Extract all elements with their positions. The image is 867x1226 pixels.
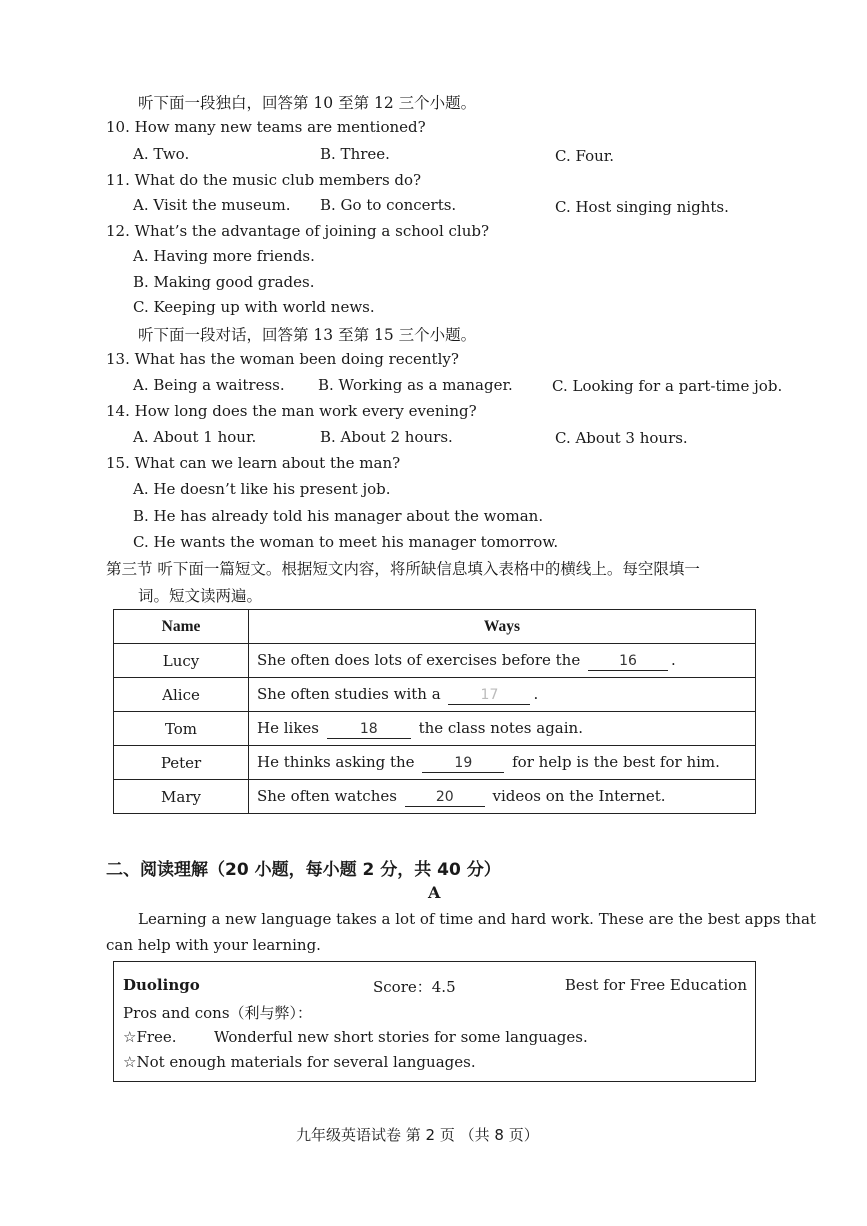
q11-option-b: B. Go to concerts.: [320, 196, 457, 214]
question-number: 11.: [106, 171, 130, 189]
question-number: 10.: [106, 118, 130, 136]
question-text: How many new teams are mentioned?: [134, 118, 426, 136]
ways-text-after: the class notes again.: [418, 718, 583, 737]
q15-option-a: A. He doesn’t like his present job.: [133, 480, 391, 498]
table-row: [114, 780, 756, 814]
name-column-header: Name: [114, 610, 249, 644]
pro-stories: Wonderful new short stories for some languages.: [214, 1028, 588, 1046]
ways-table: [113, 609, 756, 814]
q10-option-b: B. Three.: [320, 145, 390, 163]
question-11: [106, 171, 421, 189]
pros-cons-label: Pros and cons（利与弊）：: [123, 1004, 313, 1022]
row-name: Lucy: [114, 644, 249, 678]
ways-column-header: Ways: [249, 610, 756, 644]
ways-text-after: .: [533, 684, 539, 703]
q13-option-a: A. Being a waitress.: [133, 376, 285, 394]
q14-option-a: A. About 1 hour.: [133, 428, 257, 446]
q12-option-a: A. Having more friends.: [133, 247, 315, 265]
q15-option-c: C. He wants the woman to meet his manager tomorrow.: [133, 533, 559, 551]
q10-option-a: A. Two.: [133, 145, 190, 163]
ways-text-before: He thinks asking the: [257, 752, 415, 771]
passage-intro-line2: can help with your learning.: [106, 936, 321, 954]
question-text: How long does the man work every evening?: [134, 402, 477, 420]
q13-option-c: C. Looking for a part-time job.: [552, 377, 783, 395]
row-ways: [249, 712, 756, 746]
app-best-for: Best for Free Education: [564, 976, 747, 994]
dialogue-instruction: 听下面一段对话，回答第 13 至第 15 三个小题。: [138, 326, 477, 344]
question-number: 15.: [106, 454, 130, 472]
q11-option-a: A. Visit the museum.: [133, 196, 291, 214]
ways-text-before: She often watches: [257, 786, 397, 805]
question-12: [106, 222, 489, 240]
answer-blank-17[interactable]: 17: [448, 686, 530, 705]
row-ways: [249, 678, 756, 712]
row-name: Mary: [114, 780, 249, 814]
q14-option-c: C. About 3 hours.: [555, 429, 688, 447]
answer-blank-19[interactable]: 19: [422, 754, 504, 773]
q15-option-b: B. He has already told his manager about the woman.: [133, 507, 544, 525]
section3-instruction-line2: 词。短文读两遍。: [138, 587, 263, 605]
ways-text-after: for help is the best for him.: [512, 752, 720, 771]
q12-option-b: B. Making good grades.: [133, 273, 315, 291]
question-13: [106, 350, 459, 368]
question-10: [106, 118, 426, 136]
page-footer: 九年级英语试卷 第 2 页 （共 8 页）: [296, 1126, 539, 1144]
question-text: What has the woman been doing recently?: [134, 350, 459, 368]
app-name: Duolingo: [123, 976, 200, 994]
q14-option-b: B. About 2 hours.: [320, 428, 453, 446]
question-text: What do the music club members do?: [134, 171, 422, 189]
question-number: 12.: [106, 222, 130, 240]
q10-option-c: C. Four.: [555, 147, 615, 165]
table-row: [114, 678, 756, 712]
table-row: [114, 644, 756, 678]
app-score: Score：4.5: [373, 978, 456, 996]
section3-instruction-line1: 第三节 听下面一篇短文。根据短文内容，将所缺信息填入表格中的横线上。每空限填一: [106, 560, 700, 578]
ways-text-after: .: [671, 650, 676, 669]
con-materials: ☆Not enough materials for several languages.: [123, 1053, 476, 1071]
question-number: 14.: [106, 402, 130, 420]
row-name: Tom: [114, 712, 249, 746]
table-header-row: [114, 610, 756, 644]
monologue-instruction: 听下面一段独白，回答第 10 至第 12 三个小题。: [138, 94, 477, 112]
q12-option-c: C. Keeping up with world news.: [133, 298, 375, 316]
row-ways: [249, 644, 756, 678]
table-row: [114, 712, 756, 746]
passage-letter: A: [428, 883, 441, 902]
answer-blank-18[interactable]: 18: [327, 720, 411, 739]
question-15: [106, 454, 400, 472]
app-info-box: [113, 961, 756, 1082]
question-number: 13.: [106, 350, 130, 368]
row-name: Peter: [114, 746, 249, 780]
question-14: [106, 402, 477, 420]
ways-text-before: She often does lots of exercises before the: [257, 650, 581, 669]
question-text: What’s the advantage of joining a school club?: [134, 222, 490, 240]
q11-option-c: C. Host singing nights.: [555, 198, 729, 216]
row-ways: [249, 780, 756, 814]
q13-option-b: B. Working as a manager.: [318, 376, 513, 394]
question-text: What can we learn about the man?: [134, 454, 401, 472]
pro-free: ☆Free.: [123, 1028, 177, 1046]
table-row: [114, 746, 756, 780]
reading-section-heading: 二、阅读理解（20 小题，每小题 2 分，共 40 分）: [106, 860, 501, 880]
ways-text-before: She often studies with a: [257, 684, 441, 703]
answer-blank-16[interactable]: 16: [588, 652, 668, 671]
passage-intro-line1: Learning a new language takes a lot of time and hard work. These are the best apps that: [138, 910, 816, 928]
row-ways: [249, 746, 756, 780]
answer-blank-20[interactable]: 20: [405, 788, 485, 807]
ways-text-before: He likes: [257, 718, 319, 737]
ways-text-after: videos on the Internet.: [492, 786, 666, 805]
row-name: Alice: [114, 678, 249, 712]
